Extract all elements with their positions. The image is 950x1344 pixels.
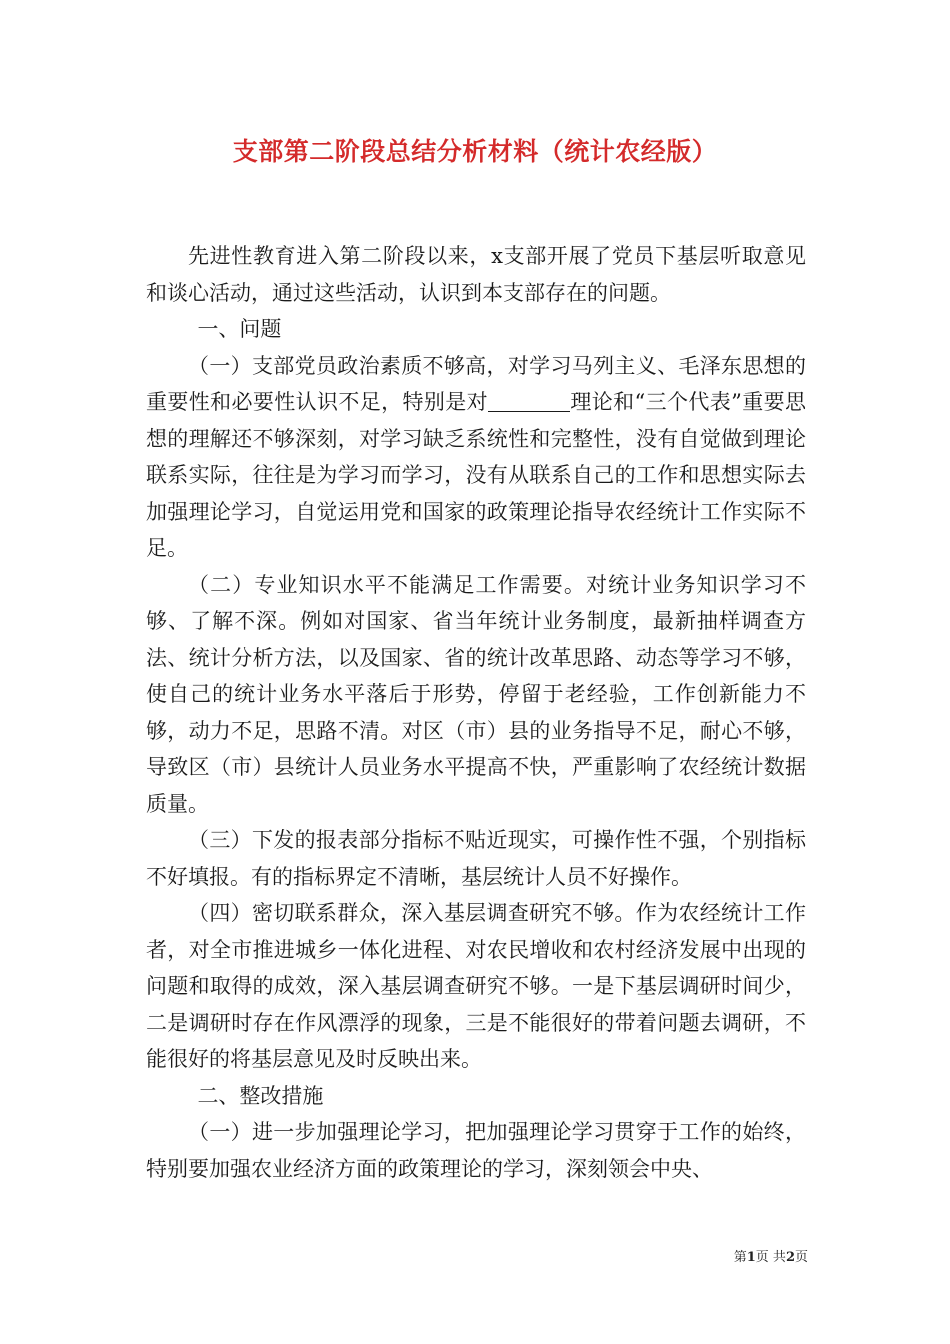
section-heading-measures: 二、整改措施 (197, 1083, 324, 1108)
problem-paragraph-1 (146, 348, 806, 567)
footer-suffix: 页 (794, 1250, 808, 1265)
problem-paragraph-3: （三）下发的报表部分指标不贴近现实，可操作性不强，个别指标不好填报。有的指标界定不清晰，基层统计人员不好操作。 (146, 828, 806, 889)
problem-1-text-start: （一）支部党员政治素质不够高，对学习马列主义、毛泽东思想的重要性和必要性认识不足，特别是对 (146, 353, 806, 414)
section-heading-problems: 一、问题 (197, 317, 282, 341)
footer-total-pages: 2 (785, 1250, 795, 1265)
document-title: 支部第二阶段总结分析材料（统计农经版） (232, 137, 718, 166)
problem-1-text-end: 理论和“三个代表”重要思想的理解还不够深刻，对学习缺乏系统性和完整性，没有自觉做到理论联系实际，往往是为学习而学习，没有从联系自己的工作和思想实际去加强理论学习，自觉运用党和国家的政策理论指导农经统计工作实际不足。 (146, 390, 806, 560)
problem-paragraph-2: （二）专业知识水平不能满足工作需要。对统计业务知识学习不够、了解不深。例如对国家、省当年统计业务制度，最新抽样调查方法、统计分析方法，以及国家、省的统计改革思路、动态等学习不够，使自己的统计业务水平落后于形势，停留于老经验，工作创新能力不够，动力不足，思路不清。对区（市）县的业务指导不足，耐心不够，导致区（市）县统计人员业务水平提高不快，严重影响了农经统计数据质量。 (146, 572, 806, 816)
fill-in-blank (488, 390, 570, 412)
page-footer (734, 1246, 808, 1265)
footer-current-page: 1 (746, 1250, 756, 1265)
problem-paragraph-4: （四）密切联系群众，深入基层调查研究不够。作为农经统计工作者，对全市推进城乡一体化进程、对农民增收和农村经济发展中出现的问题和取得的成效，深入基层调查研究不够。一是下基层调研时间少，二是调研时存在作风漂浮的现象，三是不能很好的带着问题去调研，不能很好的将基层意见及时反映出来。 (146, 901, 806, 1071)
document-body (146, 238, 806, 1187)
footer-middle: 页 共 (755, 1250, 786, 1265)
footer-prefix: 第 (733, 1250, 747, 1265)
measure-paragraph-1: （一）进一步加强理论学习，把加强理论学习贯穿于工作的始终，特别要加强农业经济方面的政策理论的学习，深刻领会中央、 (146, 1120, 806, 1181)
intro-paragraph: 先进性教育进入第二阶段以来，x支部开展了党员下基层听取意见和谈心活动，通过这些活动，认识到本支部存在的问题。 (146, 244, 806, 305)
